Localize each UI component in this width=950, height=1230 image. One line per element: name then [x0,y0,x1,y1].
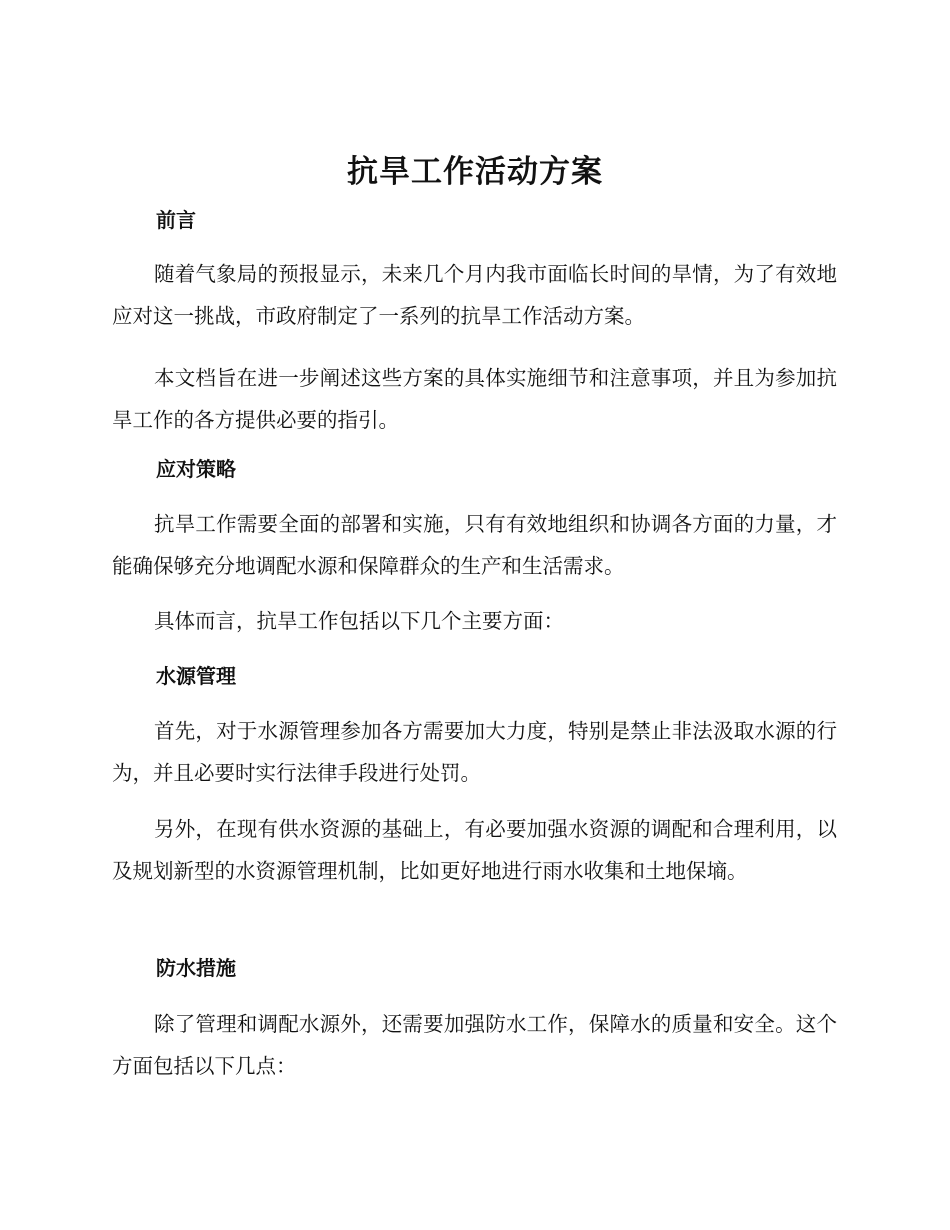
section-heading-water-management: 水源管理 [156,664,236,688]
section-heading-preface: 前言 [156,208,196,232]
paragraph: 抗旱工作需要全面的部署和实施，只有有效地组织和协调各方面的力量，才能确保够充分地调配水源和保障群众的生产和生活需求。 [112,512,837,578]
paragraph: 本文档旨在进一步阐述这些方案的具体实施细节和注意事项，并且为参加抗旱工作的各方提供必要的指引。 [112,366,837,432]
paragraph: 具体而言，抗旱工作包括以下几个主要方面： [154,609,564,633]
section-heading-waterproof-measures: 防水措施 [156,956,236,980]
paragraph: 除了管理和调配水源外，还需要加强防水工作，保障水的质量和安全。这个方面包括以下几点： [112,1012,837,1078]
paragraph: 另外，在现有供水资源的基础上，有必要加强水资源的调配和合理利用，以及规划新型的水资源管理机制，比如更好地进行雨水收集和土地保墒。 [112,817,837,883]
paragraph: 随着气象局的预报显示，未来几个月内我市面临长时间的旱情，为了有效地应对这一挑战，市政府制定了一系列的抗旱工作活动方案。 [112,262,837,328]
section-heading-strategy: 应对策略 [156,457,236,481]
paragraph: 首先，对于水源管理参加各方需要加大力度，特别是禁止非法汲取水源的行为，并且必要时实行法律手段进行处罚。 [112,719,837,785]
document-title: 抗旱工作活动方案 [347,154,603,190]
